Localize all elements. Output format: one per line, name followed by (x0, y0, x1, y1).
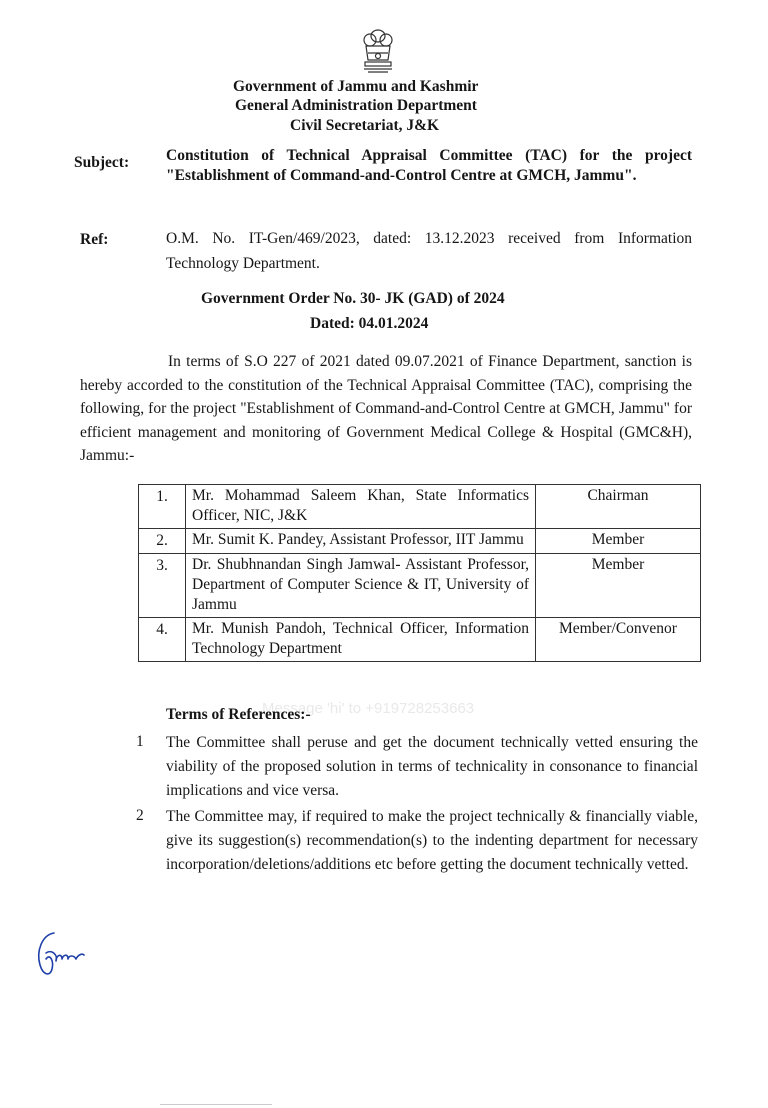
handwritten-signature-icon (32, 925, 86, 985)
member-number: 1. (139, 485, 186, 529)
order-date: Dated: 04.01.2024 (310, 315, 429, 332)
member-role: Member/Convenor (536, 618, 701, 662)
term-text: The Committee may, if required to make the project technically & financially viable, give its suggestion(s) recommendation(s) to the indenting department for necessary incorporation/deletions/additions etc before getting the document technically vetted. (166, 808, 698, 873)
term-number: 1 (136, 733, 144, 750)
ref-text: O.M. No. IT-Gen/469/2023, dated: 13.12.2023 received from Information Technology Department. (166, 230, 692, 272)
order-body-paragraph: In terms of S.O 227 of 2021 dated 09.07.2021 of Finance Department, sanction is hereby accorded to the constitution of the Technical Appraisal Committee (TAC), comprising the following, for the project "Establishment of Command-and-Control Centre at GMCH, Jammu" for efficient management and monitoring of Government Medical College & Hospital (GMC&H), Jammu:- (80, 353, 692, 464)
member-role: Member (536, 529, 701, 554)
footer-divider (160, 1104, 272, 1105)
committee-members-table (138, 484, 701, 662)
ref-label: Ref: (80, 231, 109, 248)
subject-text: Constitution of Technical Appraisal Committee (TAC) for the project "Establishment of Command-and-Control Centre at GMCH, Jammu". (166, 147, 692, 184)
member-number: 4. (139, 618, 186, 662)
table-row (139, 485, 701, 529)
header-department: General Administration Department (235, 97, 477, 114)
order-number: Government Order No. 30- JK (GAD) of 2024 (201, 290, 505, 307)
member-number: 3. (139, 554, 186, 618)
term-text: The Committee shall peruse and get the document technically vetted ensuring the viability of the proposed solution in terms of technicality in consonance to financial implications and vice versa. (166, 734, 698, 799)
term-number: 2 (136, 807, 144, 824)
member-role: Chairman (536, 485, 701, 529)
header-secretariat: Civil Secretariat, J&K (290, 117, 440, 134)
member-name: Mr. Munish Pandoh, Technical Officer, Information Technology Department (186, 618, 536, 662)
member-name: Mr. Mohammad Saleem Khan, State Informatics Officer, NIC, J&K (186, 485, 536, 529)
watermark-text: Message 'hi' to +919728253663 (262, 700, 475, 717)
table-row (139, 554, 701, 618)
member-name: Mr. Sumit K. Pandey, Assistant Professor, IIT Jammu (186, 529, 536, 554)
member-name: Dr. Shubhnandan Singh Jamwal- Assistant Professor, Department of Computer Science & IT, University of Jammu (186, 554, 536, 618)
member-number: 2. (139, 529, 186, 554)
table-row (139, 529, 701, 554)
state-emblem-icon (358, 26, 398, 76)
header-government: Government of Jammu and Kashmir (233, 78, 479, 95)
member-role: Member (536, 554, 701, 618)
terms-heading: Terms of References:- (166, 706, 311, 723)
subject-label: Subject: (74, 154, 130, 171)
table-row (139, 618, 701, 662)
